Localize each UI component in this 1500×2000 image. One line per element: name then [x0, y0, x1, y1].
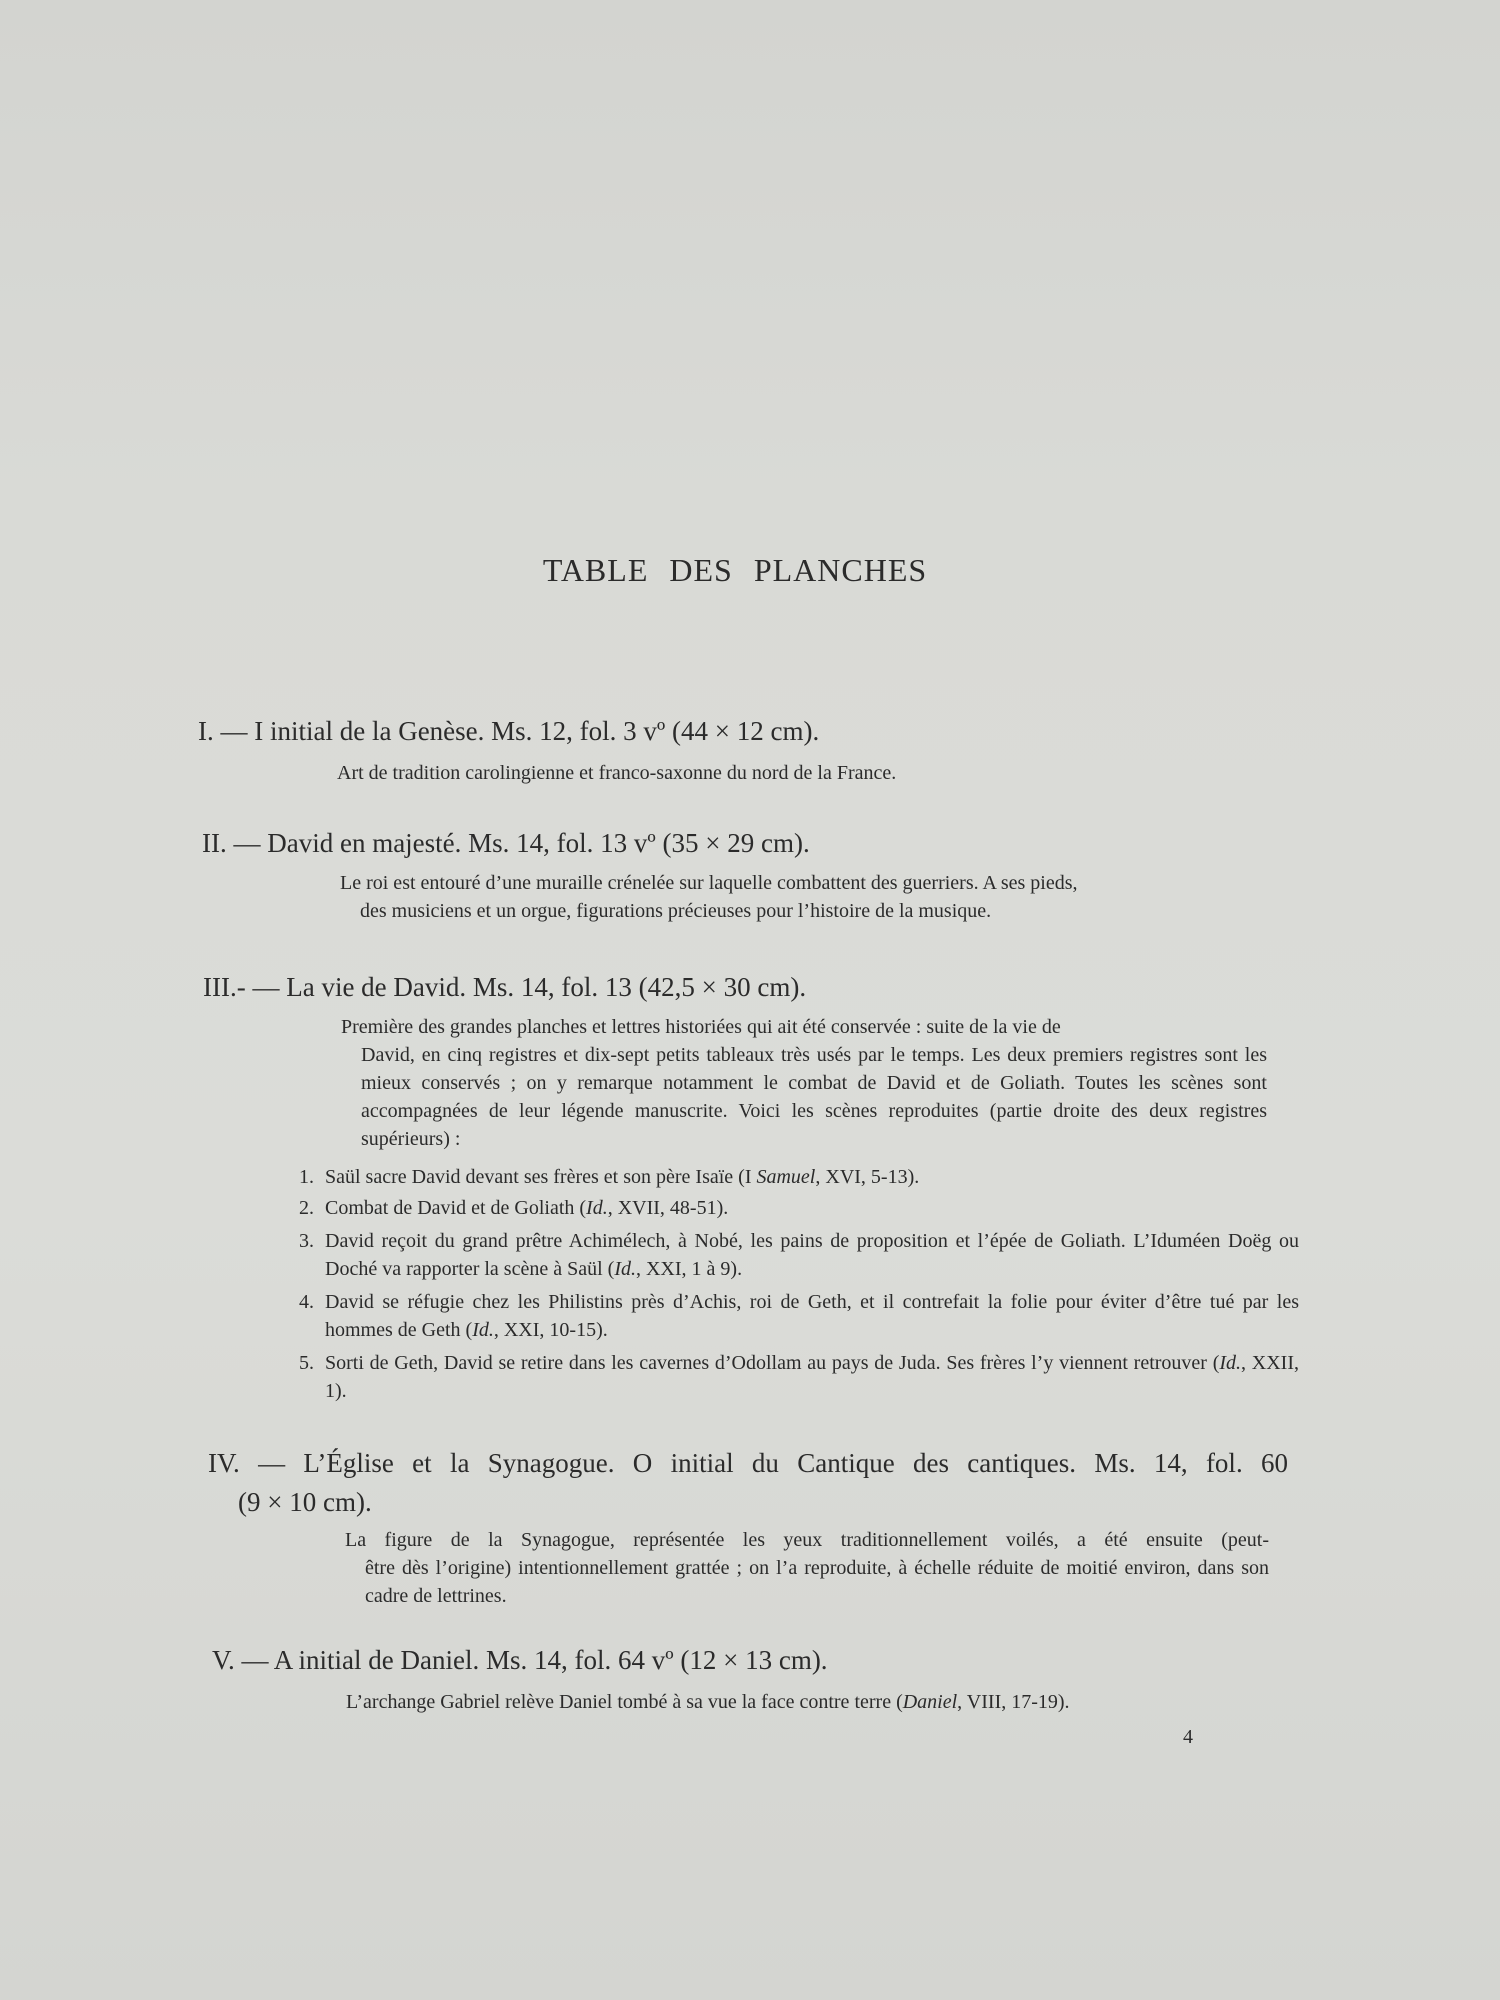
plate-2-heading: II. — David en majesté. Ms. 14, fol. 13 vº (35 × 29 cm). [202, 828, 810, 858]
scene-item-number: 5. [299, 1352, 314, 1374]
plate-5-heading: V. — A initial de Daniel. Ms. 14, fol. 64 vº (12 × 13 cm). [212, 1645, 828, 1675]
plate-4-heading-line2: (9 × 10 cm). [238, 1487, 372, 1517]
scene-item-1: 1. Saül sacre David devant ses frères et son père Isaïe (I Samuel, XVI, 5-13). [299, 1163, 1071, 1191]
scene-item-number: 3. [299, 1230, 314, 1252]
scene-item-number: 1. [299, 1166, 314, 1188]
scene-item-number: 2. [299, 1197, 314, 1219]
scene-item-number: 4. [299, 1291, 314, 1313]
plate-4-description-continued: être dès l’origine) intentionnellement grattée ; on l’a reproduite, à échelle réduite de moitié environ, dans son cadre de lettrines. [365, 1557, 1269, 1607]
page-title: TABLE DES PLANCHES [542, 552, 928, 588]
plate-4-heading-line1: IV. — L’Église et la Synagogue. O initial du Cantique des cantiques. Ms. 14, fol. 60 [208, 1448, 1288, 1478]
plate-3-heading: III.- — La vie de David. Ms. 14, fol. 13 (42,5 × 30 cm). [203, 972, 807, 1002]
plate-1-heading: I. — I initial de la Genèse. Ms. 12, fol. 3 vº (44 × 12 cm). [198, 716, 820, 746]
plate-4-description-line1: La figure de la Synagogue, représentée les yeux traditionnellement voilés, a été ensuite (peut- [345, 1529, 1269, 1551]
scene-item-2: 2. Combat de David et de Goliath (Id., XVII, 48-51). [299, 1194, 1071, 1222]
page-number: 4 [1183, 1726, 1193, 1748]
scene-item-5: 5. Sorti de Geth, David se retire dans les cavernes d’Odollam au pays de Juda. Ses frères l’y viennent retrouver (Id., XXII, 1). [299, 1349, 1299, 1405]
plate-2-description-line2: des musiciens et un orgue, figurations précieuses pour l’histoire de la musique. [360, 900, 992, 922]
scene-item-4: 4. David se réfugie chez les Philistins près d’Achis, roi de Geth, et il contrefait la folie pour éviter d’être tué par les hommes de Geth (Id., XXI, 10-15). [299, 1288, 1299, 1344]
plate-5-description: L’archange Gabriel relève Daniel tombé à sa vue la face contre terre (Daniel, VIII, 17-19). [346, 1691, 1070, 1713]
plate-3-description-continued: David, en cinq registres et dix-sept petits tableaux très usés par le temps. Les deux premiers registres sont les mieux conservés ; on y remarque notamment le combat de David et de Goliath. Toutes les scènes sont accompagnées de leur légende manuscrite. Voici les scènes reproduites (partie droite des deux registres supérieurs) : [361, 1044, 1267, 1150]
scene-item-3: 3. David reçoit du grand prêtre Achimélech, à Nobé, les pains de proposition et l’épée de Goliath. L’Iduméen Doëg ou Doché va rapporter la scène à Saül (Id., XXI, 1 à 9). [299, 1227, 1299, 1283]
plate-3-description-line1: Première des grandes planches et lettres historiées qui ait été conservée : suite de la vie de [341, 1016, 1061, 1038]
plate-1-description: Art de tradition carolingienne et franco-saxonne du nord de la France. [337, 762, 897, 784]
plate-2-description-line1: Le roi est entouré d’une muraille crénelée sur laquelle combattent des guerriers. A ses pieds, [340, 872, 1078, 894]
